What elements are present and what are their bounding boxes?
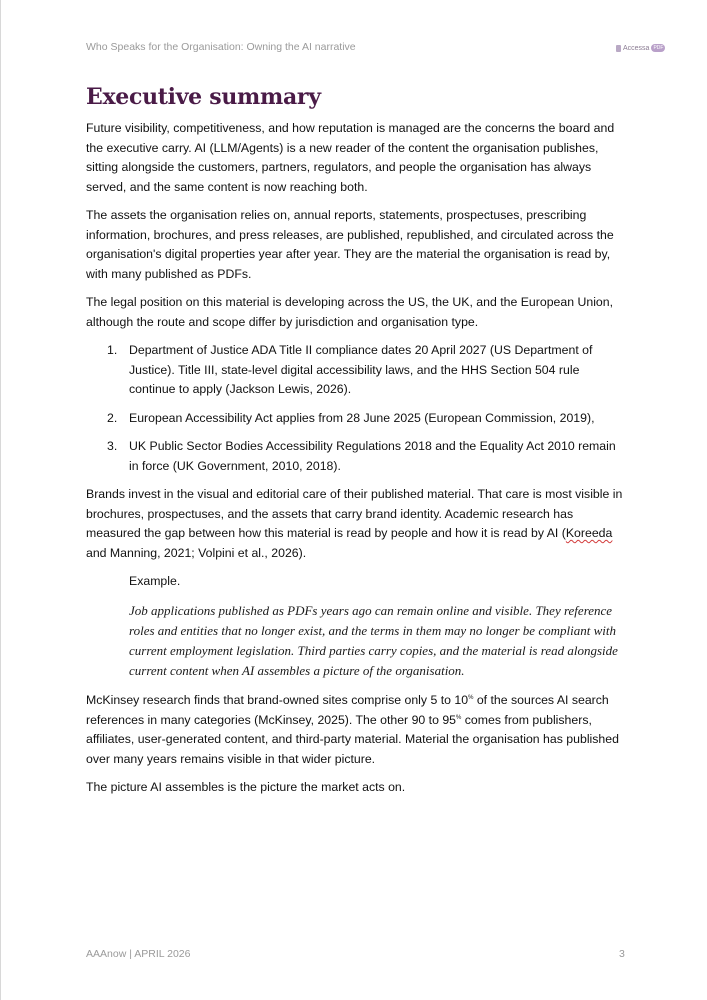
list-text: European Accessibility Act applies from 28 June 2025 (European Commission, 2019), <box>129 410 595 425</box>
brand-logo <box>616 44 665 52</box>
list-number: 1. <box>107 343 118 357</box>
paragraph-intro: Future visibility, competitiveness, and how reputation is managed are the concerns the board and the executive carry. AI (LLM/Agents) is a new reader of the content the organisation publishes, sitting alongside the customers, partners, regulators, and people the organisation has always served, and the same content is now reaching both. <box>86 121 615 194</box>
list-text: UK Public Sector Bodies Accessibility Regulations 2018 and the Equality Act 2010 remain in force (UK Government, 2010, 2018). <box>129 439 616 473</box>
paragraph-legal: The legal position on this material is developing across the US, the UK, and the European Union, although the route and scope differ by jurisdiction and organisation type. <box>86 295 614 329</box>
list-number: 3. <box>107 439 118 453</box>
paragraph-conclusion: The picture AI assembles is the picture the market acts on. <box>86 780 406 795</box>
footer-text: AAAnow | APRIL 2026 <box>86 948 191 960</box>
spellcheck-flagged-word: Koreeda <box>565 526 613 540</box>
list-item <box>86 409 626 429</box>
brands-text-end: and Manning, 2021; Volpini et al., 2026). <box>86 545 307 560</box>
paragraph-brands <box>86 485 626 563</box>
main-content <box>86 84 626 807</box>
running-header: Who Speaks for the Organisation: Owning the AI narrative <box>86 41 356 53</box>
page-number: 3 <box>619 948 625 960</box>
legal-list <box>86 341 626 476</box>
mckinsey-text-b: of the sources AI search references in many categories (McKinsey, 2025). The other 90 to 95 <box>86 693 609 727</box>
brands-text-start: Brands invest in the visual and editorial care of their published material. That care is most visible in brochures, prospectuses, and the assets that carry brand identity. Academic research has measured the gap between how this material is read by people and how it is read by AI ( <box>86 487 623 540</box>
paragraph-mckinsey <box>86 691 626 769</box>
page-title: Executive summary <box>86 84 321 110</box>
example-label: Example. <box>129 574 181 588</box>
logo-text: Accessa <box>623 44 650 52</box>
mckinsey-text-a: McKinsey research finds that brand-owned sites comprise only 5 to 10 <box>86 693 469 708</box>
percent-superscript: % <box>468 695 474 702</box>
list-item <box>86 341 626 400</box>
list-item <box>86 437 626 476</box>
page-edge <box>0 0 1 1000</box>
list-number: 2. <box>107 410 118 425</box>
example-quote: Job applications published as PDFs years ago can remain online and visible. They reference roles and entities that no longer exist, and the terms in them may no longer be compliant with current employment legislation. Third parties carry copies, and the material is read alongside current content when AI assembles a picture of the organisation. <box>129 602 618 679</box>
paragraph-assets: The assets the organisation relies on, annual reports, statements, prospectuses, prescribing information, brochures, and press releases, are published, republished, and circulated across the organisation's digital properties year after year. They are the material the organisation is read by, with many published as PDFs. <box>86 208 614 281</box>
percent-superscript: % <box>456 714 462 721</box>
list-text: Department of Justice ADA Title II compliance dates 20 April 2027 (US Department of Justice). Title III, state-level digital accessibility laws, and the HHS Section 504 rule continue to apply (Jackson Lewis, 2026). <box>129 343 593 396</box>
mckinsey-text-c: comes from publishers, affiliates, user-generated content, and third-party material. Material the organisation has published over many years remains visible in that wider picture. <box>86 712 619 766</box>
logo-badge: PDF <box>653 45 664 51</box>
document-icon <box>616 45 621 52</box>
